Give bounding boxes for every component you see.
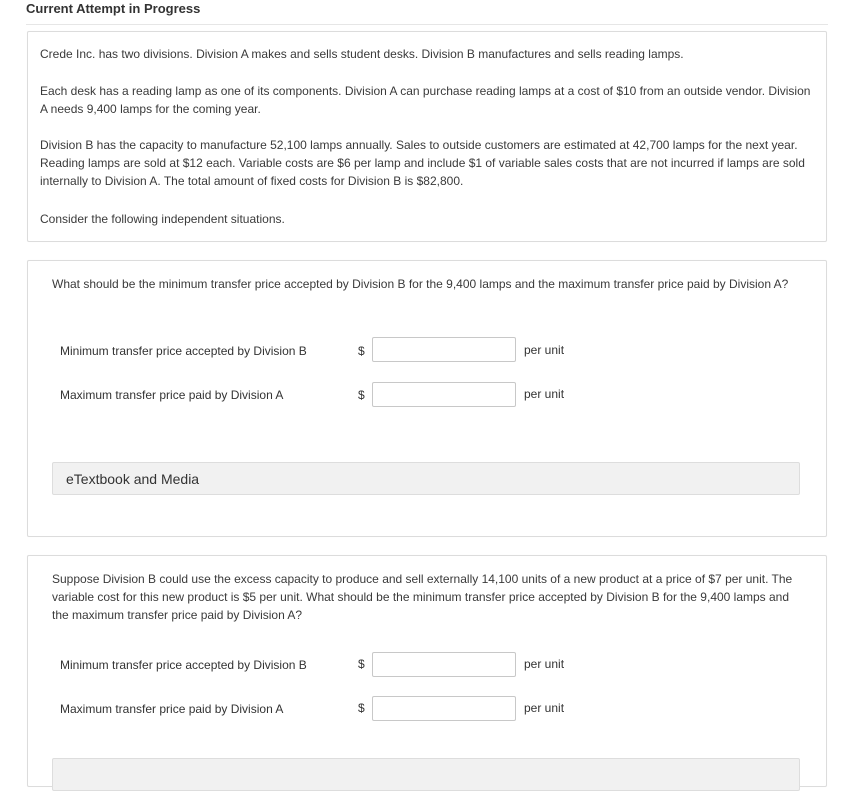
currency-symbol: $ xyxy=(358,388,365,402)
q1-max-transfer-price-input[interactable] xyxy=(372,382,516,407)
question-2-text: Suppose Division B could use the excess capacity to produce and sell externally 14,100 units of a new product at a price of $7 per unit. The variable cost for this new product is $5 per unit. What should be the minimum transfer price accepted by Division B for the 9,400 lamps and the maximum transfer price paid by Division A? xyxy=(52,572,793,622)
currency-symbol: $ xyxy=(358,344,365,358)
currency-symbol: $ xyxy=(358,701,365,715)
attempt-header xyxy=(26,0,828,25)
attempt-status-title: Current Attempt in Progress xyxy=(26,1,201,16)
currency-symbol: $ xyxy=(358,657,365,671)
q2-min-transfer-price-input[interactable] xyxy=(372,652,516,677)
min-transfer-price-label: Minimum transfer price accepted by Division B xyxy=(60,658,307,672)
etextbook-media-button[interactable] xyxy=(52,462,800,495)
min-transfer-price-label: Minimum transfer price accepted by Division B xyxy=(60,344,307,358)
problem-paragraph: Division B has the capacity to manufacture 52,100 lamps annually. Sales to outside customers are estimated at 42,700 lamps for the next year. Reading lamps are sold at $12 each. Variable costs are $6 per lamp and include $1 of variable sales costs that are not incurred if lamps are sold internally to Division A. The total amount of fixed costs for Division B is $82,800. xyxy=(40,138,805,188)
unit-label: per unit xyxy=(524,387,565,401)
unit-label: per unit xyxy=(524,701,565,715)
etextbook-media-label: eTextbook and Media xyxy=(66,471,200,487)
question-1-text: What should be the minimum transfer price accepted by Division B for the 9,400 lamps and the maximum transfer price paid by Division A? xyxy=(52,277,789,291)
question-1-card xyxy=(27,260,827,537)
problem-paragraph: Consider the following independent situations. xyxy=(40,212,285,226)
q2-max-transfer-price-input[interactable] xyxy=(372,696,516,721)
max-transfer-price-label: Maximum transfer price paid by Division A xyxy=(60,388,284,402)
unit-label: per unit xyxy=(524,657,565,671)
problem-paragraph: Crede Inc. has two divisions. Division A makes and sells student desks. Division B manufactures and sells reading lamps. xyxy=(40,47,684,61)
unit-label: per unit xyxy=(524,343,565,357)
problem-paragraph: Each desk has a reading lamp as one of its components. Division A can purchase reading lamps at a cost of $10 from an outside vendor. Division A needs 9,400 lamps for the coming year. xyxy=(40,84,811,116)
etextbook-media-button[interactable] xyxy=(52,758,800,791)
max-transfer-price-label: Maximum transfer price paid by Division A xyxy=(60,702,284,716)
q1-min-transfer-price-input[interactable] xyxy=(372,337,516,362)
problem-statement-card xyxy=(27,31,827,242)
question-2-card xyxy=(27,555,827,787)
